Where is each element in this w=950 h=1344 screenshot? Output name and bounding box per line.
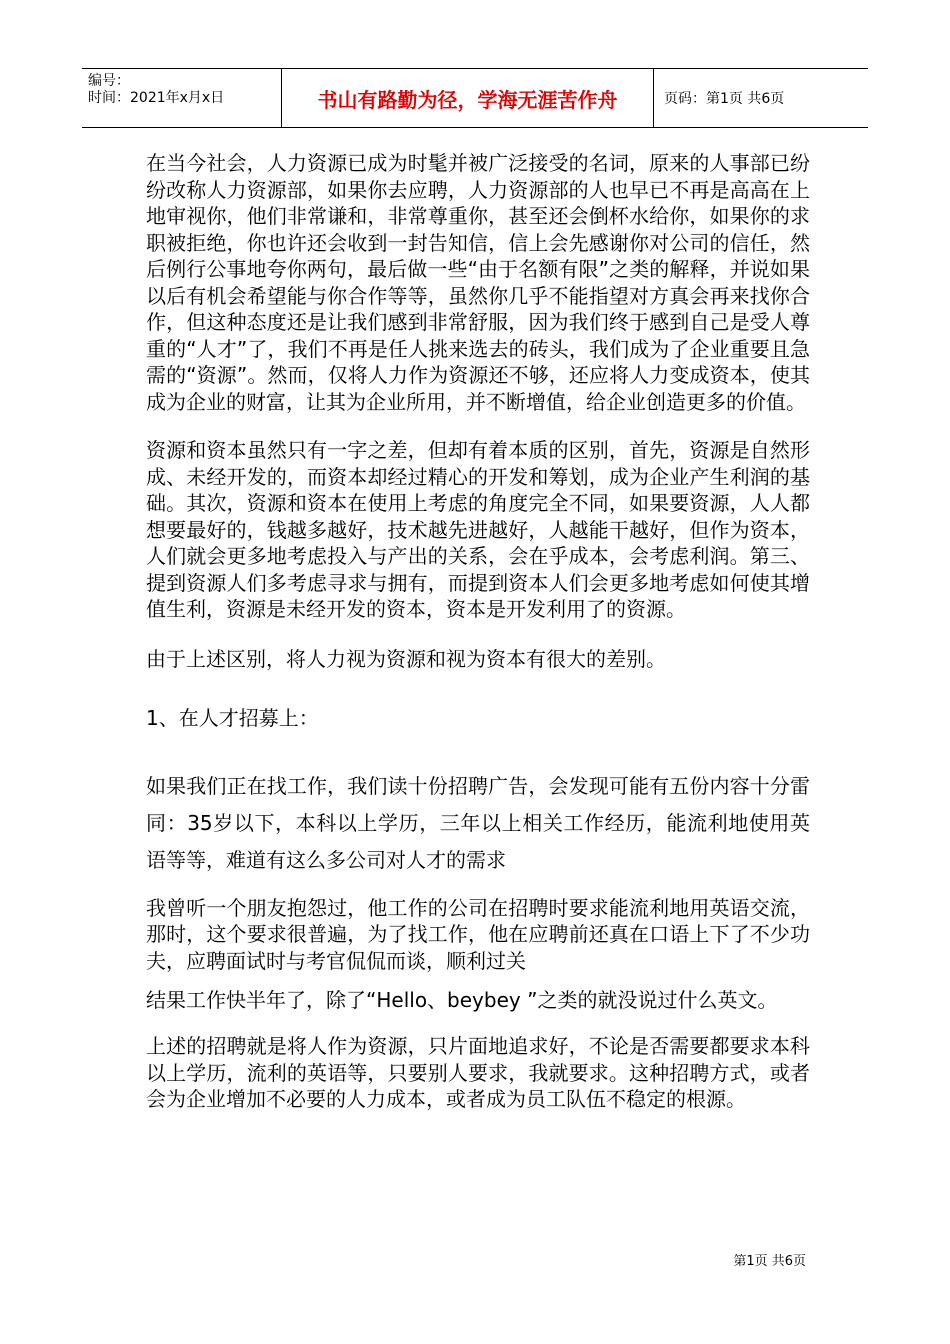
document-number: 编号： — [88, 73, 130, 89]
paragraph-7: 上述的招聘就是将人作为资源，只片面地追求好，不论是否需要都要求本科以上学历，流利的英语等，只要别人要求，我就要求。这种招聘方式，或者会为企业增加不必要的人力成本，或者成为员工队伍不稳定的根源。 — [146, 1034, 810, 1111]
paragraph-4: 如果我们正在找工作，我们读十份招聘广告，会发现可能有五份内容十分雷同：35岁以下，本科以上学历，三年以上相关工作经历，能流利地使用英语等等，难道有这么多公司对人才的需求 — [146, 773, 810, 872]
page-footer: 第1页 共6页 — [733, 1254, 806, 1269]
paragraph-6: 结果工作快半年了，除了“Hello、beybey ”之类的就没说过什么英文。 — [146, 988, 778, 1012]
paragraph-3: 由于上述区别，将人力视为资源和视为资本有很大的差别。 — [146, 646, 666, 671]
header-motto: 书山有路勤为径，学海无涯苦作舟 — [282, 69, 654, 127]
document-date: 时间：2021年x月x日 — [88, 90, 225, 106]
paragraph-1: 在当今社会，人力资源已成为时髦并被广泛接受的名词，原来的人事部已纷纷改称人力资源部，如果你去应聘，人力资源部的人也早已不再是高高在上地审视你，他们非常谦和，非常尊重你，甚至还会倒杯水给你，如果你的求职被拒绝，你也许还会收到一封告知信，信上会先感谢你对公司的信任，然后例行公事地夸你两句，最后做一些“由于名额有限”之类的解释，并说如果以后有机会希望能与你合作等等，虽然你几乎不能指望对方真会再来找你合作，但这种态度还是让我们感到非常舒服，因为我们终于感到自己是受人尊重的“人才”了，我们不再是任人挑来选去的砖头，我们成为了企业重要且急需的“资源”。然而，仅将人力作为资源还不够，还应将人力变成资本，使其成为企业的财富，让其为企业所用，并不断增值，给企业创造更多的价值。 — [146, 151, 810, 414]
header-page-info: 页码：第1页 共6页 — [664, 91, 785, 107]
paragraph-5: 我曾听一个朋友抱怨过，他工作的公司在招聘时要求能流利地用英语交流，那时，这个要求很普遍，为了找工作，他在应聘前还真在口语上下了不少功夫，应聘面试时与考官侃侃而谈，顺利过关 — [146, 895, 810, 973]
section-heading-1: 1、在人才招募上： — [146, 706, 319, 730]
page-header — [82, 68, 868, 128]
document-body — [146, 150, 810, 1113]
header-meta — [82, 69, 282, 127]
paragraph-2: 资源和资本虽然只有一字之差，但却有着本质的区别，首先，资源是自然形成、未经开发的，而资本却经过精心的开发和筹划，成为企业产生利润的基础。其次，资源和资本在使用上考虑的角度完全不同，如果要资源，人人都想要最好的，钱越多越好，技术越先进越好，人越能干越好，但作为资本，人们就会更多地考虑投入与产出的关系，会在乎成本，会考虑利润。第三、提到资源人们多考虑寻求与拥有，而提到资本人们会更多地考虑如何使其增值生利，资源是未经开发的资本，资本是开发利用了的资源。 — [146, 438, 810, 621]
